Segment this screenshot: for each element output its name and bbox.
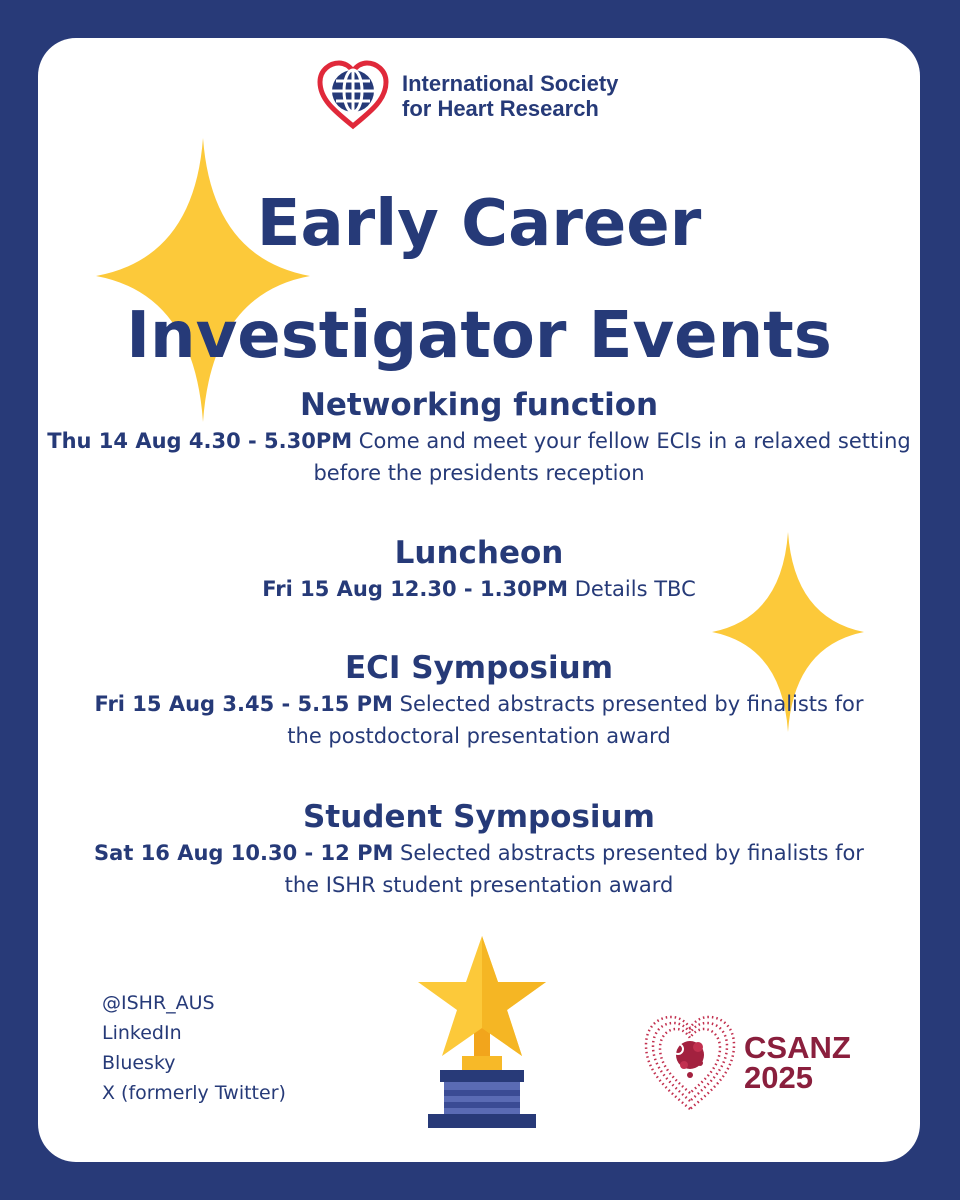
csanz-logo (644, 1013, 851, 1113)
title-line1: Early Career (256, 187, 702, 261)
event-description: Selected abstracts presented by finalists for the postdoctoral presentation award (287, 692, 864, 748)
event-time: Fri 15 Aug 3.45 - 5.15 PM (94, 692, 393, 716)
social-bluesky: Bluesky (102, 1052, 176, 1074)
social-linkedin: LinkedIn (102, 1022, 182, 1044)
social-links (102, 988, 286, 1108)
csanz-name: CSANZ (744, 1030, 851, 1065)
event-description: Selected abstracts presented by finalists for the ISHR student presentation award (284, 841, 864, 897)
event-time: Fri 15 Aug 12.30 - 1.30PM (262, 577, 569, 601)
org-name-line1: International Society (402, 71, 619, 96)
event-title: Luncheon (394, 535, 564, 571)
org-name-line2: for Heart Research (402, 96, 599, 121)
page-title (38, 168, 920, 392)
event-title: Student Symposium (303, 799, 655, 835)
event-details (38, 688, 920, 752)
event-time: Sat 16 Aug 10.30 - 12 PM (94, 841, 394, 865)
social-x: X (formerly Twitter) (102, 1082, 286, 1104)
poster-card (38, 38, 920, 1162)
ishr-logo (316, 60, 618, 132)
event-title: Networking function (299, 387, 659, 423)
event-description: Details TBC (568, 577, 696, 601)
event-student-symposium (38, 797, 920, 901)
title-line2: Investigator Events (126, 299, 832, 373)
heart-globe-icon (316, 60, 390, 132)
event-details (38, 573, 920, 605)
event-description: Come and meet your fellow ECIs in a relaxed setting before the presidents reception (313, 429, 911, 485)
event-networking (38, 385, 920, 489)
event-title: ECI Symposium (344, 650, 614, 686)
event-details (38, 425, 920, 489)
social-handle: @ISHR_AUS (102, 992, 215, 1014)
event-time: Thu 14 Aug 4.30 - 5.30PM (47, 429, 353, 453)
trophy-icon (412, 934, 552, 1134)
csanz-year: 2025 (744, 1060, 813, 1095)
event-eci-symposium (38, 648, 920, 752)
event-luncheon (38, 533, 920, 605)
event-details (38, 837, 920, 901)
dotted-heart-icon (644, 1013, 736, 1113)
